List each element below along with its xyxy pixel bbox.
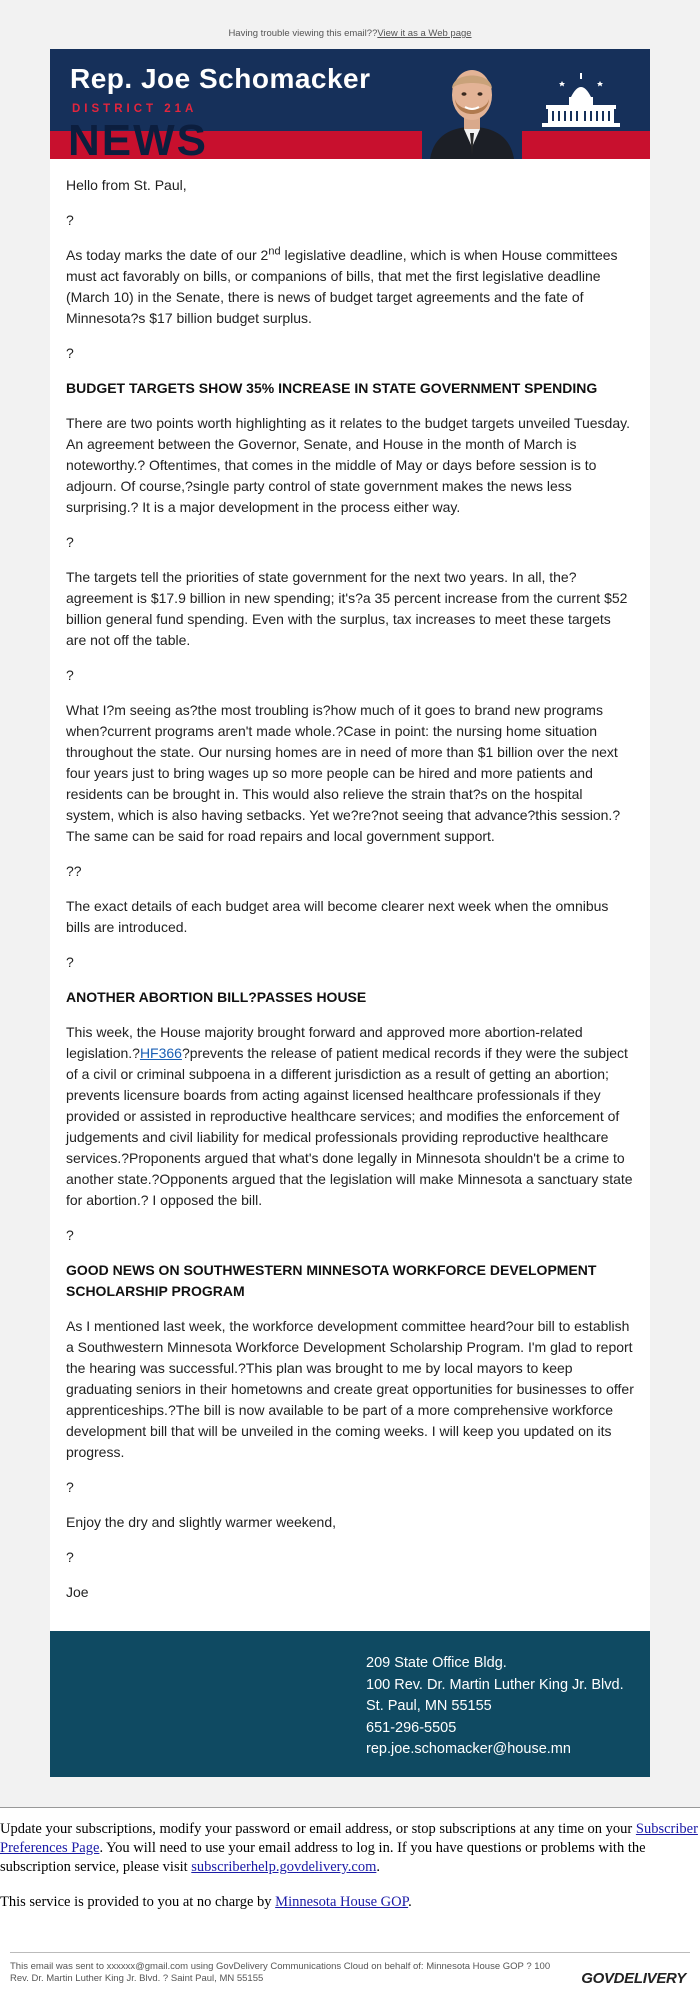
subscription-paragraph bbox=[0, 1820, 700, 1877]
subscription-text: Update your subscriptions, modify your password or email address, or stop subscriptions at any time on your bbox=[0, 1821, 636, 1837]
address-line-2: 100 Rev. Dr. Martin Luther King Jr. Blvd. bbox=[366, 1676, 624, 1693]
spacer-text: ?? bbox=[66, 863, 82, 879]
spacer-text: ? bbox=[66, 345, 74, 361]
abortion-heading: ANOTHER ABORTION BILL?PASSES HOUSE bbox=[66, 989, 367, 1005]
budget-paragraph-2: The targets tell the priorities of state government for the next two years. In all, the?agreement is $17.9 billion in new spending; it's?a 35 percent increase from the current $52 billion general fund spending. Even with the surplus, tax increases to meet these targets are not off the table. bbox=[66, 569, 628, 648]
signature: Joe bbox=[66, 1584, 89, 1600]
abortion-text-continued: ?prevents the release of patient medical records if they were the subject of a civil or criminal subpoena in a different jurisdiction as a result of getting an abortion; prevents licensure boards from acting against licensed healthcare professionals if they provided or assisted in reproductive healthcare services; and modifies the enforcement of judgements and civil liability for medical professionals providing reproductive healthcare services.?Proponents argued that what's done legally in Minnesota shouldn't be a crime to another state.?Opponents argued that the legislation will make Minnesota a sanctuary state for abortion.? I opposed the bill. bbox=[66, 1045, 633, 1208]
email-address[interactable]: rep.joe.schomacker@house.mn bbox=[366, 1741, 571, 1757]
contact-footer bbox=[50, 1631, 650, 1777]
intro-paragraph bbox=[66, 245, 634, 329]
closing-line: Enjoy the dry and slightly warmer weekend, bbox=[66, 1514, 337, 1530]
representative-name: Rep. Joe Schomacker bbox=[70, 63, 371, 94]
district-label: DISTRICT 21A bbox=[72, 103, 198, 115]
news-wordmark: NEWS bbox=[68, 116, 208, 159]
govdelivery-footer bbox=[10, 1952, 690, 2012]
preheader-text: Having trouble viewing this email?? bbox=[228, 28, 378, 39]
workforce-paragraph: As I mentioned last week, the workforce development committee heard?our bill to establish a Southwestern Minnesota Workforce Development Scholarship Program. I'm glad to report the hearing was successful.?This plan was brought to me by local mayors to keep graduating seniors in their hometowns and create great opportunities for businesses to offer apprenticeships.?The bill is now available to be part of a more comprehensive workforce development bill that will be unveiled in the coming weeks. I will keep you updated on its progress. bbox=[66, 1318, 634, 1460]
spacer-text: ? bbox=[66, 1227, 74, 1243]
spacer-text: ? bbox=[66, 667, 74, 683]
subscription-text-continued: . You will need to use your email address to log in. If you have questions or problems with the subscription service, please visit bbox=[0, 1840, 646, 1875]
abortion-text: This week, the House majority brought forward and approved more abortion-related legislation.? bbox=[66, 1024, 583, 1061]
spacer-text: ? bbox=[66, 534, 74, 550]
abortion-paragraph bbox=[66, 1022, 634, 1211]
budget-paragraph-3: What I?m seeing as?the most troubling is?how much of it goes to brand new programs when?current programs aren't made whole.?Case in point: the nursing home situation throughout the state. Our nursing homes are in need of more than $1 billion over the next four years just to bring wages up so more people can be hired and more patients and residents can be brought in. This would also relieve the strain that?s on the hospital system, which is also having setbacks. Yet we?re?not seeing that advance?this session.?The same can be said for road repairs and local government support. bbox=[66, 702, 621, 844]
delivery-notice: This email was sent to xxxxxx@gmail.com using GovDelivery Communications Cloud on behalf of: Minnesota House GOP ? 100 Rev. Dr. Martin Luther King Jr. Blvd. ? Saint Paul, MN 55155 bbox=[10, 1961, 551, 1984]
subscriber-help-link[interactable]: subscriberhelp.govdelivery.com bbox=[191, 1859, 377, 1875]
capitol-building-icon bbox=[540, 71, 622, 131]
phone-number: 651-296-5505 bbox=[366, 1719, 457, 1736]
intro-superscript: nd bbox=[268, 245, 281, 258]
budget-paragraph-4: The exact details of each budget area will become clearer next week when the omnibus bills are introduced. bbox=[66, 898, 609, 935]
spacer-text: ? bbox=[66, 212, 74, 228]
newsletter-body bbox=[50, 159, 650, 1631]
address-line-3: St. Paul, MN 55155 bbox=[366, 1698, 492, 1714]
subscription-footer bbox=[0, 1807, 700, 1912]
budget-heading: BUDGET TARGETS SHOW 35% INCREASE IN STATE GOVERNMENT SPENDING bbox=[66, 380, 598, 396]
spacer-text: ? bbox=[66, 954, 74, 970]
govdelivery-logo[interactable]: GOVDELIVERY bbox=[581, 1970, 686, 1987]
address-line-1: 209 State Office Bldg. bbox=[366, 1655, 507, 1671]
hf366-link[interactable]: HF366 bbox=[139, 1045, 182, 1061]
minnesota-house-gop-link[interactable]: Minnesota House GOP bbox=[275, 1894, 409, 1910]
intro-text-continued: legislative deadline, which is when House committees must act favorably on bills, or companions of bills, that met the first legislative deadline (March 10) in the Senate, there is news of budget target agreements and the fate of Minnesota?s $17 billion budget surplus. bbox=[66, 247, 618, 326]
header-banner bbox=[50, 49, 650, 159]
newsletter-card bbox=[50, 49, 650, 1777]
workforce-heading: GOOD NEWS ON SOUTHWESTERN MINNESOTA WORKFORCE DEVELOPMENT SCHOLARSHIP PROGRAM bbox=[66, 1262, 597, 1299]
service-text: This service is provided to you at no charge by bbox=[0, 1894, 276, 1910]
service-paragraph bbox=[0, 1893, 700, 1912]
spacer-text: ? bbox=[66, 1479, 74, 1495]
representative-portrait bbox=[422, 55, 522, 159]
subscription-period: . bbox=[376, 1859, 380, 1875]
greeting: Hello from St. Paul, bbox=[66, 177, 187, 193]
budget-paragraph-1: There are two points worth highlighting as it relates to the budget targets unveiled Tuesday. An agreement between the Governor, Senate, and House in the month of March is noteworthy.? Oftentimes, that comes in the middle of May or days before session is to adjourn. Of course,?single party control of state government makes the news less surprising.? It is a major development in the process either way. bbox=[66, 415, 630, 515]
service-period: . bbox=[408, 1894, 412, 1910]
intro-text: As today marks the date of our 2 bbox=[66, 247, 269, 263]
spacer-text: ? bbox=[66, 1549, 74, 1565]
view-web-page-link[interactable]: View it as a Web page bbox=[377, 28, 472, 39]
subscriber-preferences-link[interactable]: Subscriber Preferences Page bbox=[0, 1821, 698, 1856]
preheader bbox=[0, 28, 700, 39]
